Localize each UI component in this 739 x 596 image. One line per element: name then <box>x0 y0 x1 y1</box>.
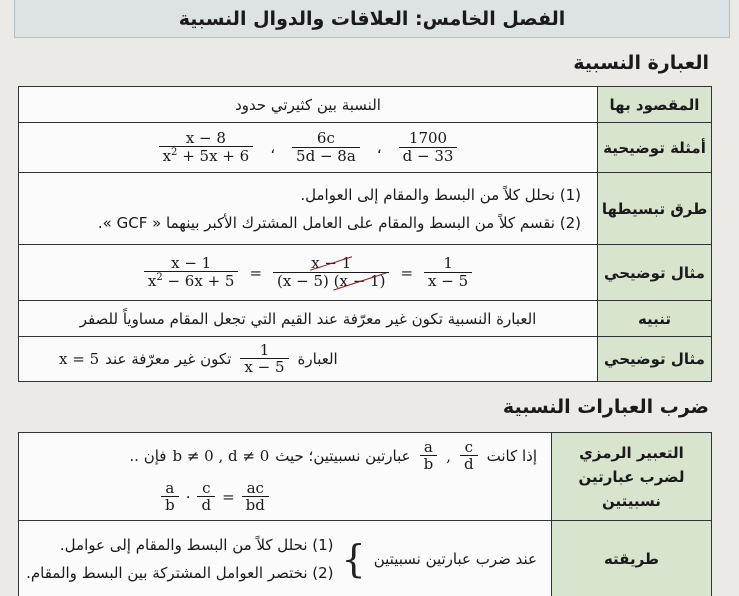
row-simplify <box>19 173 711 245</box>
value-examples: $\frac{x - 8}{x^2 + 5x + 6}$ ، $\frac{6c}{5d - 8a}$ ، $\frac{1700}{d - 33}$ <box>19 123 597 172</box>
label-simplify: طرق تبسيطها <box>597 173 711 244</box>
row-meaning <box>19 87 711 123</box>
multiplication-table <box>18 432 712 596</box>
value-example-2: العبارة $\frac{1}{x - 5}$ تكون غير معرّفة عند x = 5 <box>59 340 338 377</box>
value-simplify <box>19 173 597 244</box>
label-example: مثال توضيحي <box>597 245 711 300</box>
value-meaning: النسبة بين كثيرتي حدود <box>235 95 381 114</box>
row-example <box>19 245 711 301</box>
rational-expression-table <box>18 86 712 382</box>
example-result-fraction: $\frac{1}{x - 5}$ <box>424 255 472 290</box>
method-step-1: (1) نحلل كلاً من البسط والمقام إلى عوامل. <box>59 536 334 554</box>
label-examples: أمثلة توضيحية <box>597 123 711 172</box>
section-title-multiplication: ضرب العبارات النسبية <box>502 396 709 418</box>
row-note <box>19 301 711 337</box>
value-method <box>19 521 551 596</box>
label-method: طريقته <box>551 521 711 596</box>
row-examples <box>19 123 711 173</box>
brace-icon: } <box>341 537 366 581</box>
label-symbolic: التعبير الرمزي لضرب عبارتين نسبيتين <box>551 433 711 520</box>
symbolic-condition: إذا كانت $\frac{c}{d}$ , $\frac{a}{b}$ عبارتين نسبيتين؛ حيث b ≠ 0 , d ≠ 0 فإن .. <box>129 437 537 474</box>
chapter-title: الفصل الخامس: العلاقات والدوال النسبية <box>14 0 730 38</box>
symbolic-formula: $\frac{a}{b}$ · $\frac{c}{d}$ = $\frac{ac}{bd}$ <box>33 480 537 515</box>
example-2-fraction: $\frac{1}{x - 5}$ <box>240 342 288 377</box>
example-lhs-fraction: $\frac{x - 1}{x^2 - 6x + 5}$ <box>144 255 239 291</box>
section-title-rational-expression: العبارة النسبية <box>573 52 709 74</box>
value-example: $\frac{x - 1}{x^2 - 6x + 5}$ = $\frac{x - 1}{(x - 5) (x - 1)}$ = $\frac{1}{x - 5}$ <box>19 245 597 300</box>
example-factored-fraction: $\frac{x - 1}{(x - 5) (x - 1)}$ <box>273 255 389 290</box>
method-intro: عند ضرب عبارتين نسبيتين <box>373 550 537 568</box>
row-method <box>19 521 711 596</box>
value-note: العبارة النسبية تكون غير معرّفة عند القيم التي تجعل المقام مساوياً للصفر <box>79 309 537 328</box>
method-step-2: (2) نختصر العوامل المشتركة بين البسط والمقام. <box>26 564 334 582</box>
label-note: تنبيه <box>597 301 711 336</box>
label-example-2: مثال توضيحي <box>597 337 711 381</box>
row-symbolic <box>19 433 711 521</box>
simplify-step-2: (2) نقسم كلاً من البسط والمقام على العامل المشترك الأكبر بينهما « GCF ». <box>97 213 581 232</box>
example-fraction-3: $\frac{1700}{d - 33}$ <box>399 130 458 165</box>
value-symbolic <box>19 433 551 520</box>
example-fraction-2: $\frac{6c}{5d - 8a}$ <box>292 130 360 165</box>
row-example-2 <box>19 337 711 381</box>
simplify-step-1: (1) نحلل كلاً من البسط والمقام إلى العوامل. <box>300 185 581 204</box>
label-meaning: المقصود بها <box>597 87 711 122</box>
example-fraction-1: $\frac{x - 8}{x^2 + 5x + 6}$ <box>159 130 254 166</box>
